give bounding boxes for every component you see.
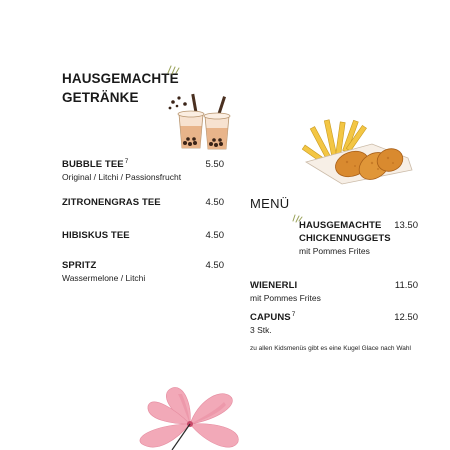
bubble-tea-icon [165,92,240,152]
sparkle-icon [166,64,180,76]
item-name-line1: HAUSGEMACHTE [299,220,382,231]
list-item [62,230,130,241]
list-item [62,159,181,182]
item-description: 3 Stk. [250,325,272,335]
menu-heading: MENÜ [250,196,290,211]
allergen-note: 7 [291,311,296,318]
hibiscus-flower-icon [132,384,252,450]
item-price: 12.50 [394,312,418,323]
item-description: Original / Litchi / Passionsfrucht [62,172,182,182]
list-item [62,197,161,208]
kids-menu-note: zu allen Kidsmenüs gibt es eine Kugel Glace nach Wahl [250,345,411,352]
drinks-heading-line1: HAUSGEMACHTE [62,71,179,86]
list-item [299,220,391,256]
item-name: CAPUNS [250,312,291,323]
list-item [250,280,321,303]
item-description: Wassermelone / Litchi [62,273,146,283]
item-name: BUBBLE TEE [62,159,124,170]
item-price: 13.50 [394,220,418,231]
item-name-line2: CHICKENNUGGETS [299,233,391,244]
item-description: mit Pommes Frites [299,246,370,256]
drinks-heading-line2: GETRÄNKE [62,90,139,105]
drinks-heading [62,69,179,107]
item-price: 4.50 [205,260,224,271]
item-name: SPRITZ [62,260,97,271]
item-price: 4.50 [205,230,224,241]
allergen-note: 7 [124,158,129,165]
list-item [62,260,145,283]
item-name [299,220,391,244]
item-name: ZITRONENGRAS TEE [62,197,161,208]
item-name: WIENERLI [250,280,298,291]
chicken-nuggets-fries-icon [302,118,414,190]
item-description: mit Pommes Frites [250,293,321,303]
list-item [250,312,295,335]
item-name: HIBISKUS TEE [62,230,130,241]
item-price: 5.50 [205,159,224,170]
item-price: 11.50 [394,280,418,291]
item-price: 4.50 [205,197,224,208]
